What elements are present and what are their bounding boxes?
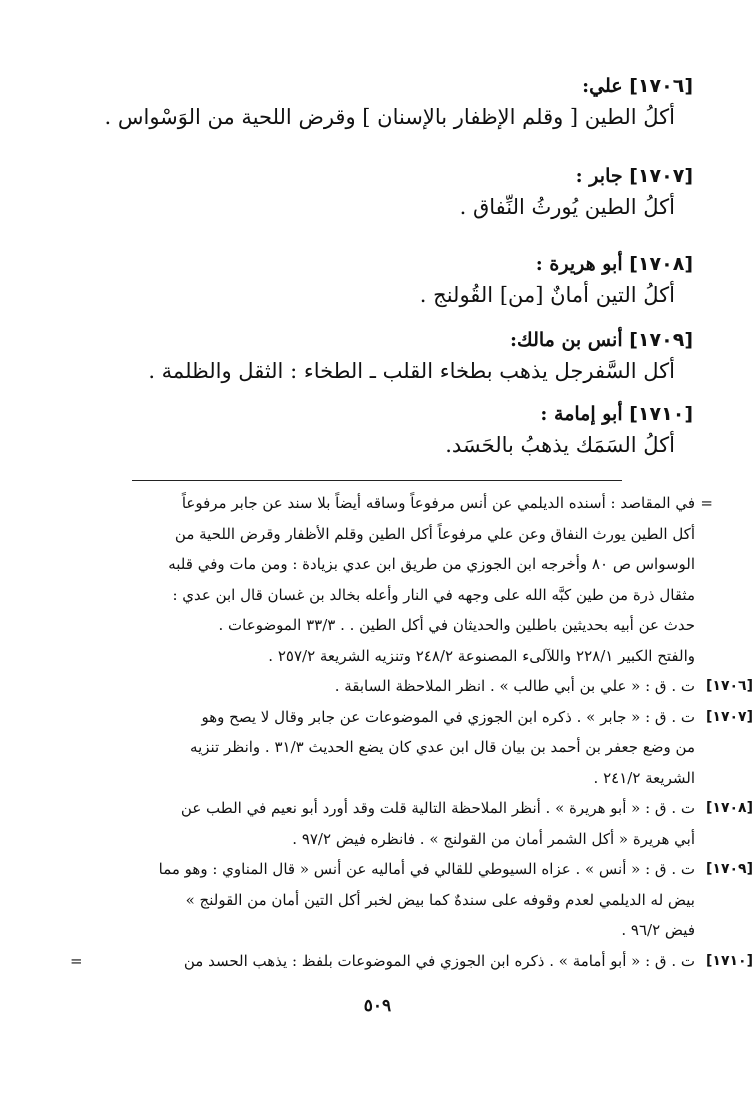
footnote-ref: [١٧٠٩]	[706, 861, 753, 877]
hadith-text: أكلُ التين أمانٌ [من] القُولنج .	[419, 283, 675, 307]
footnotes	[70, 488, 753, 976]
hadith-number: [١٧٠٨]	[629, 253, 693, 275]
footnote-ref: [١٧٠٦]	[706, 678, 753, 694]
footnote-1707	[104, 702, 753, 794]
footnote-line: فيض ٩٦/٢ .	[621, 921, 695, 939]
hadith-number: [١٧٠٩]	[629, 329, 693, 351]
footnote-ref: [١٧٠٨]	[706, 800, 753, 816]
hadith-text: أكل السَّفرجل يذهب بطخاء القلب ـ الطخاء : الثقل والظلمة .	[148, 359, 675, 383]
footnote-line: حدث عن أبيه بحديثين باطلين والحديثان في أكل الطين . . ٣٣/٣ الموضوعات .	[218, 616, 695, 634]
hadith-heading	[148, 326, 693, 354]
hadith-number: [١٧٠٧]	[629, 165, 693, 187]
footnote-separator	[132, 480, 622, 481]
hadith-1709	[148, 326, 693, 388]
hadith-text: أكلُ السَمَك يذهبُ بالحَسَد.	[445, 433, 675, 457]
hadith-heading	[460, 162, 693, 190]
footnote-line: أبي هريرة « أكل الشمر أمان من القولنج » . فانظره فيض ٩٧/٢ .	[292, 829, 695, 848]
footnote-line: من وضع جعفر بن أحمد بن بيان قال ابن عدي كان يضع الحديث ٣١/٣ . وانظر تنزيه	[190, 738, 695, 756]
continuation-marker: =	[700, 494, 713, 512]
footnote-line: ت . ق : « جابر » . ذكره ابن الجوزي في الموضوعات عن جابر وقال لا يصح وهو	[201, 707, 695, 726]
footnote-line: أكل الطين يورث النفاق وعن علي مرفوعاً أكل الطين وقلم الأظفار وقرض اللحية من	[174, 524, 695, 543]
hadith-narrator: علي:	[582, 75, 623, 97]
footnote-1706	[104, 671, 753, 702]
hadith-heading	[445, 400, 693, 428]
footnote-line: ت . ق : « علي بن أبي طالب » . انظر الملاحظة السابقة .	[334, 677, 695, 695]
continuation-marker: =	[70, 951, 83, 970]
hadith-text: أكلُ الطين يُورثُ النِّفاق .	[459, 195, 675, 219]
footnote-line: ت . ق : « أبو هريرة » . أنظر الملاحظة التالية قلت وقد أورد أبو نعيم في الطب عن	[180, 799, 695, 817]
hadith-1708	[420, 250, 693, 312]
footnote-ref: [١٧١٠]	[706, 952, 753, 969]
hadith-number: [١٧٠٦]	[629, 75, 693, 97]
footnote-ref: [١٧٠٧]	[706, 708, 753, 725]
hadith-narrator: أبو إمامة :	[540, 403, 623, 425]
footnote-line: الشريعة ٢٤١/٢ .	[593, 768, 695, 787]
hadith-narrator: أبو هريرة :	[535, 253, 623, 275]
hadith-narrator: جابر :	[575, 165, 623, 187]
hadith-text: أكلُ الطين [ وقلم الإظفار بالإسنان ] وقرض اللحية من الوَسْواس .	[104, 105, 675, 129]
footnote-line: بيض له الديلمي لعدم وقوفه على سندهٌ كما بيض لخبر أكل التين أمان من القولنج »	[185, 890, 695, 909]
hadith-narrator: أنس بن مالك:	[510, 329, 623, 351]
hadith-heading	[105, 72, 694, 100]
hadith-heading	[420, 250, 693, 278]
footnote-line: والفتح الكبير ٢٢٨/١ واللآلىء المصنوعة ٢٤٨/٢ وتنزيه الشريعة ٢٥٧/٢ .	[268, 646, 695, 665]
footnote-line: في المقاصد : أسنده الديلمي عن أنس مرفوعاً وساقه أيضاً بلا سند عن جابر مرفوعاً	[181, 494, 695, 512]
hadith-1706	[105, 72, 694, 134]
footnote-1710	[70, 946, 753, 977]
footnote-line: ت . ق : « أبو أمامة » . ذكره ابن الجوزي في الموضوعات بلفظ : يذهب الحسد من	[183, 951, 695, 970]
footnote-continuation	[104, 488, 713, 671]
hadith-1710	[445, 400, 693, 462]
footnote-line: مثقال ذرة من طين كبَّه الله على وجهه في النار وأعله بخالد بن غسان قال ابن عدي :	[172, 585, 695, 604]
hadith-number: [١٧١٠]	[629, 403, 693, 425]
footnote-line: الوسواس ص ٨٠ وأخرجه ابن الجوزي من طريق ابن عدي بزيادة : ومن مات وفي قلبه	[168, 555, 695, 573]
footnote-1709	[104, 854, 753, 946]
footnote-1708	[104, 793, 753, 854]
footnote-line: ت . ق : « أنس » . عزاه السيوطي للقالي في أماليه عن أنس « قال المناوي : وهو مما	[158, 860, 695, 878]
hadith-1707	[460, 162, 693, 224]
page-number: ٥٠٩	[363, 996, 392, 1016]
